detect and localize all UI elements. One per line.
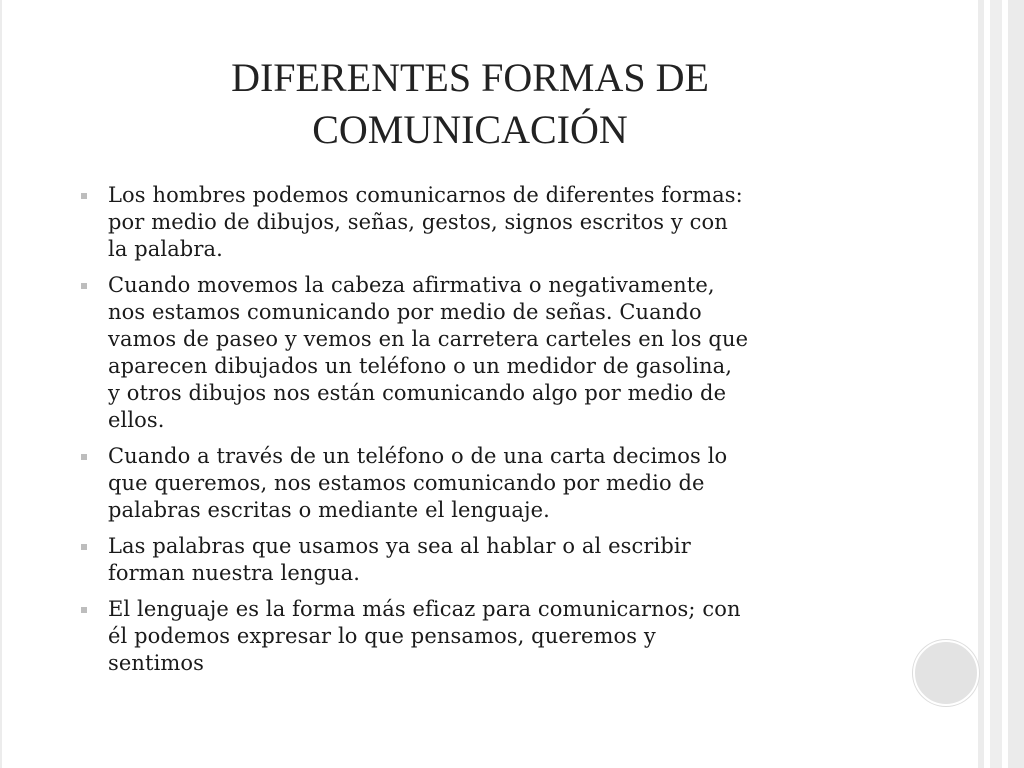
bullet-line: Las palabras que usamos ya sea al hablar o al escribir [108, 534, 691, 558]
bullet-line: que queremos, nos estamos comunicando por medio de [108, 471, 705, 495]
bullet-list [78, 182, 878, 677]
bullet-text [108, 182, 878, 263]
bullet-text [108, 596, 878, 677]
title-line: COMUNICACIÓN [312, 107, 628, 152]
bullet-line: nos estamos comunicando por medio de señas. Cuando [108, 300, 702, 324]
bullet-line: aparecen dibujados un teléfono o un medidor de gasolina, [108, 354, 733, 378]
bullet-line: Cuando a través de un teléfono o de una carta decimos lo [108, 444, 728, 468]
slide-title [200, 52, 740, 156]
square-bullet-icon [81, 193, 87, 199]
bullet-item [78, 533, 878, 587]
square-bullet-icon [81, 607, 87, 613]
bullet-line: él podemos expresar lo que pensamos, queremos y [108, 624, 656, 648]
bullet-text [108, 443, 878, 524]
bullet-text [108, 272, 878, 434]
bullet-line: El lenguaje es la forma más eficaz para comunicarnos; con [108, 597, 741, 621]
bullet-line: vamos de paseo y vemos en la carretera carteles en los que [108, 327, 749, 351]
bullet-line: por medio de dibujos, señas, gestos, signos escritos y con [108, 210, 728, 234]
bullet-line: la palabra. [108, 237, 223, 261]
bullet-item [78, 443, 878, 524]
square-bullet-icon [81, 283, 87, 289]
bullet-line: forman nuestra lengua. [108, 561, 361, 585]
left-edge-stripe [0, 0, 2, 768]
square-bullet-icon [81, 544, 87, 550]
bullet-item [78, 182, 878, 263]
bullet-line: Cuando movemos la cabeza afirmativa o negativamente, [108, 273, 715, 297]
bullet-line: ellos. [108, 408, 165, 432]
circle-decoration [913, 640, 979, 706]
bullet-line: y otros dibujos nos están comunicando algo por medio de [108, 381, 727, 405]
bullet-line: Los hombres podemos comunicarnos de diferentes formas: [108, 183, 743, 207]
bullet-line: palabras escritas o mediante el lenguaje. [108, 498, 550, 522]
right-decor-stripe [1008, 0, 1024, 768]
bullet-item [78, 272, 878, 434]
bullet-item [78, 596, 878, 677]
bullet-line: sentimos [108, 651, 205, 675]
right-decor-stripe [990, 0, 1002, 768]
square-bullet-icon [81, 454, 87, 460]
title-line: DIFERENTES FORMAS DE [231, 55, 709, 100]
bullet-text [108, 533, 878, 587]
